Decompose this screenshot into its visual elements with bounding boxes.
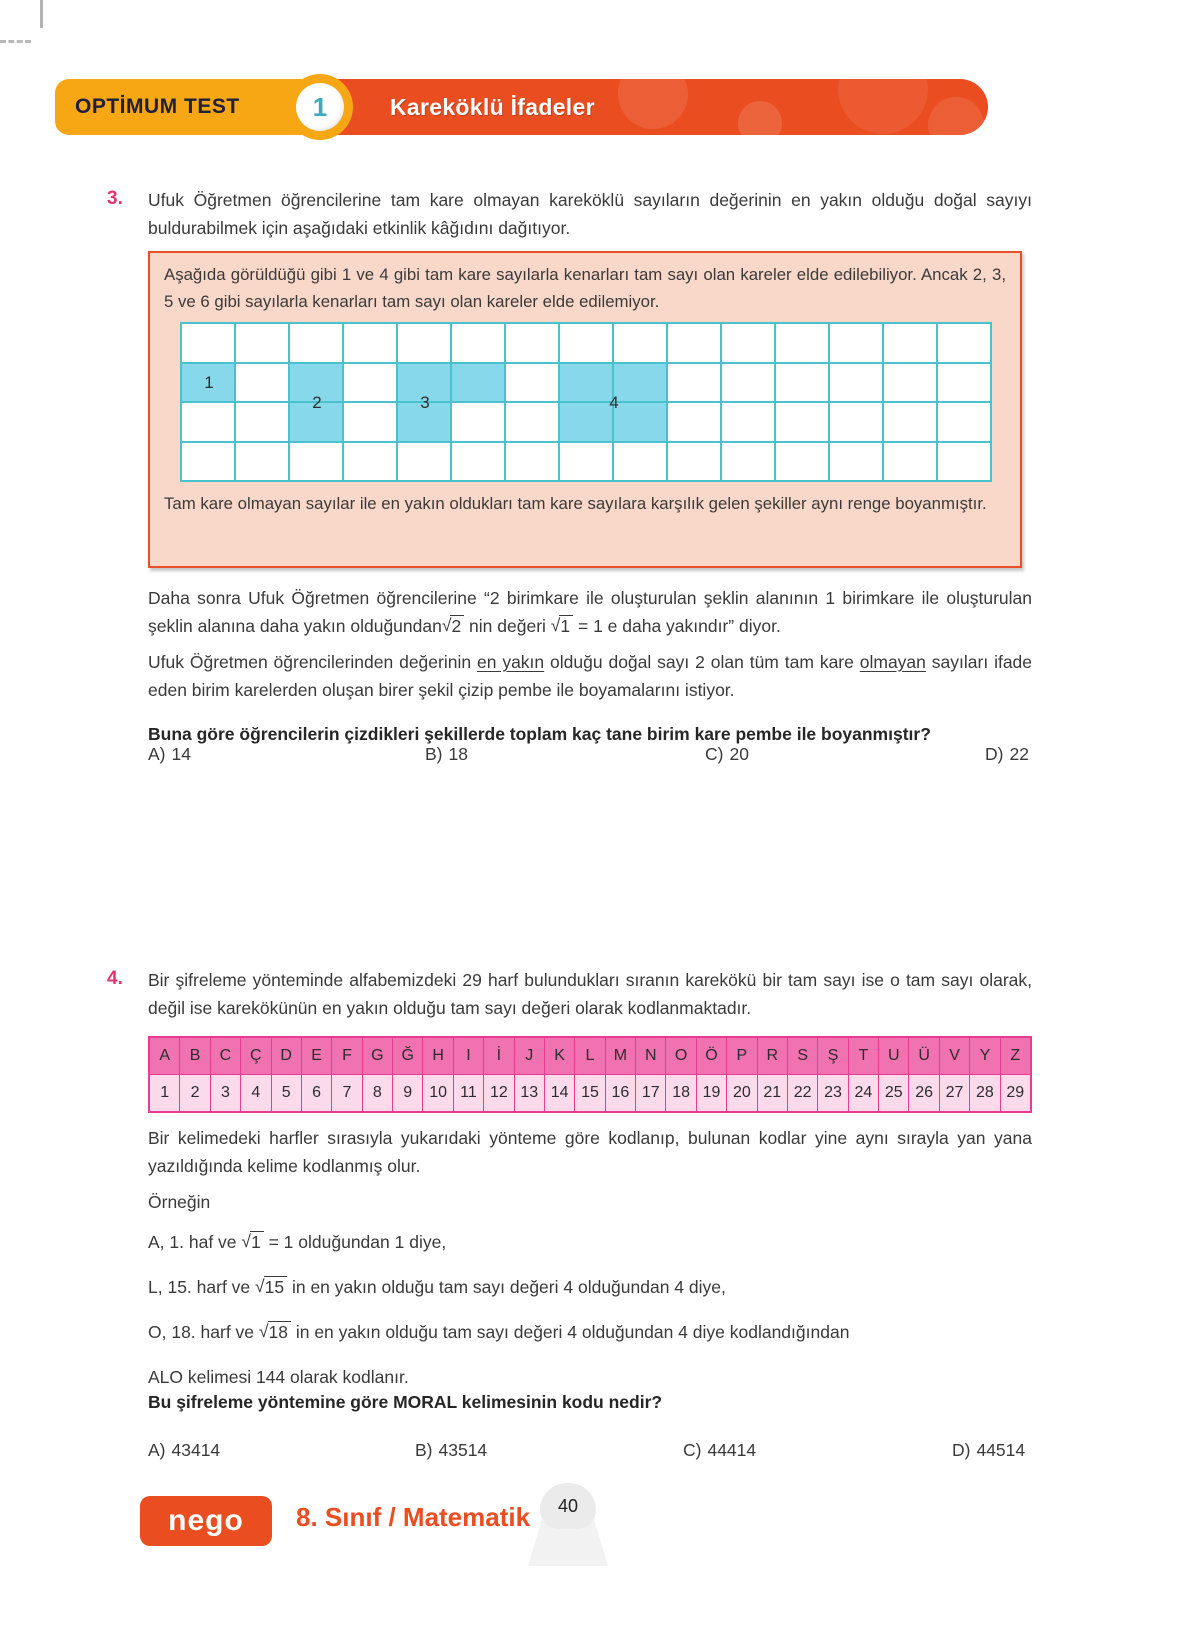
alphabet-letter-cell: O — [666, 1038, 695, 1074]
text-run: nin değeri — [464, 616, 551, 636]
grid-cell — [668, 403, 722, 443]
alphabet-letter-cell: I — [454, 1038, 483, 1074]
alphabet-letter-cell: Ç — [241, 1038, 270, 1074]
alphabet-letter-cell: G — [363, 1038, 392, 1074]
question-3-intro: Ufuk Öğretmen öğrencilerine tam kare olmayan kareköklü sayıların değerinin en yakın olduğu doğal sayıyı buldurabilmek için aşağıdaki etkinlik kâğıdını dağıtıyor. — [148, 190, 1032, 238]
alphabet-number-cell: 7 — [332, 1075, 361, 1111]
alphabet-number-cell: 2 — [180, 1075, 209, 1111]
alphabet-letter-cell: H — [423, 1038, 452, 1074]
grid-cell — [830, 324, 884, 364]
sqrt-expression: √15 — [255, 1277, 287, 1297]
grid-cell — [236, 443, 290, 483]
alphabet-letter-cell: J — [515, 1038, 544, 1074]
question-4-text: Bu şifreleme yöntemine göre MORAL kelimesinin kodu nedir? — [148, 1392, 663, 1412]
alphabet-letter-cell: Ü — [909, 1038, 938, 1074]
grid-cell — [290, 324, 344, 364]
alphabet-letter-cell: V — [940, 1038, 969, 1074]
grid-cell — [560, 324, 614, 364]
grid-cell — [506, 324, 560, 364]
decorative-circle — [618, 79, 688, 129]
decorative-circle — [838, 79, 928, 134]
grid-cell — [344, 403, 398, 443]
alphabet-number-cell: 21 — [758, 1075, 787, 1111]
grid-shape-label: 1 — [204, 373, 214, 393]
question-4-number: 4. — [107, 968, 123, 989]
grid-cell — [668, 364, 722, 404]
alphabet-number-cell: 12 — [484, 1075, 513, 1111]
grid-cell — [506, 364, 560, 404]
example-label: Örneğin — [148, 1192, 211, 1212]
alphabet-letter-cell: Y — [970, 1038, 999, 1074]
unit-grid — [180, 322, 992, 482]
alphabet-number-cell: 29 — [1001, 1075, 1030, 1111]
crop-mark-horizontal — [0, 40, 31, 43]
alphabet-letter-cell: Ğ — [393, 1038, 422, 1074]
test-number: 1 — [312, 91, 328, 122]
grid-cell — [614, 443, 668, 483]
grid-cell — [776, 364, 830, 404]
answer-option-a — [148, 1440, 220, 1461]
grid-cell — [830, 364, 884, 404]
grid-cell — [236, 364, 290, 404]
option-label: B) — [425, 744, 443, 764]
option-label: C) — [705, 744, 724, 764]
grid-cell — [884, 403, 938, 443]
grid-cell — [452, 364, 506, 404]
grid-cell — [722, 364, 776, 404]
grid-cell — [722, 443, 776, 483]
text-run: in en yakın olduğu tam sayı değeri 4 olduğundan 4 diye kodlandığından — [290, 1322, 850, 1342]
underlined-text: en yakın — [476, 652, 545, 672]
grid-cell — [722, 324, 776, 364]
alphabet-letter-cell: Ö — [697, 1038, 726, 1074]
text-run: ALO kelimesi 144 olarak kodlanır. — [148, 1367, 409, 1387]
grid-cell — [776, 403, 830, 443]
answer-option-c — [705, 744, 749, 765]
text-run: sayıları ifade eden birim karelerden oluşan birer şekil çizip pembe ile boyamalarını istiyor. — [148, 652, 1033, 700]
grid-cell — [236, 324, 290, 364]
alphabet-letter-cell: E — [302, 1038, 331, 1074]
grid-cell — [182, 443, 236, 483]
grid-cell — [182, 403, 236, 443]
text-run: = 1 olduğundan 1 diye, — [263, 1232, 447, 1252]
alphabet-number-cell: 18 — [666, 1075, 695, 1111]
grid-cell — [830, 443, 884, 483]
alphabet-number-cell: 20 — [727, 1075, 756, 1111]
grid-cell — [398, 443, 452, 483]
footer-text: 8. Sınıf / Matematik — [296, 1502, 531, 1532]
grid-cell — [614, 364, 668, 404]
alphabet-number-cell: 24 — [849, 1075, 878, 1111]
grid-cell — [776, 443, 830, 483]
grid-cell — [506, 443, 560, 483]
test-label: OPTİMUM TEST — [75, 95, 240, 118]
underlined-text: olmayan — [859, 652, 926, 672]
decorative-circle — [928, 97, 984, 135]
example-line-4 — [148, 1363, 1032, 1391]
text-run: Ufuk Öğretmen öğrencilerinden değerinin — [148, 652, 477, 672]
option-value: 43414 — [171, 1440, 221, 1460]
grid-cell — [344, 324, 398, 364]
answer-option-d — [952, 1440, 1025, 1461]
question-3-number: 3. — [107, 188, 123, 209]
activity-box — [148, 251, 1022, 568]
alphabet-number-cell: 5 — [272, 1075, 301, 1111]
text-run: olduğu doğal sayı 2 olan tüm tam kare — [544, 652, 860, 672]
sqrt-expression: √1 — [241, 1232, 263, 1252]
crop-mark-vertical — [40, 0, 43, 28]
alphabet-letter-cell: Z — [1001, 1038, 1030, 1074]
alphabet-letter-cell: S — [788, 1038, 817, 1074]
test-number-circle — [296, 83, 344, 131]
alphabet-number-cell: 17 — [636, 1075, 665, 1111]
alphabet-letter-cell: B — [180, 1038, 209, 1074]
alphabet-number-cell: 26 — [909, 1075, 938, 1111]
text-run: = 1 e daha yakındır” diyor. — [573, 616, 781, 636]
decorative-circle — [738, 101, 782, 135]
option-value: 14 — [171, 744, 191, 764]
alphabet-number-cell: 25 — [879, 1075, 908, 1111]
grid-cell — [884, 364, 938, 404]
grid-cell — [344, 443, 398, 483]
alphabet-letter-cell: A — [150, 1038, 179, 1074]
option-label: D) — [985, 744, 1004, 764]
text-run: L, 15. harf ve — [148, 1277, 256, 1297]
text-run: Daha sonra Ufuk Öğretmen öğrencilerine “2 birimkare ile oluşturulan şeklin alanının 1 birimkare ile oluşturulan şeklin alanına daha yakın olduğundan — [148, 588, 1032, 636]
text-run: O, 18. harf ve — [148, 1322, 259, 1342]
question-3-options — [148, 744, 1048, 770]
alphabet-letter-cell: İ — [484, 1038, 513, 1074]
answer-option-b — [415, 1440, 487, 1461]
alphabet-letter-cell: D — [272, 1038, 301, 1074]
grid-cell — [668, 443, 722, 483]
grid-cell — [290, 443, 344, 483]
alphabet-number-cell: 11 — [454, 1075, 483, 1111]
alphabet-letter-cell: P — [727, 1038, 756, 1074]
alphabet-number-cell: 19 — [697, 1075, 726, 1111]
option-value: 44414 — [707, 1440, 757, 1460]
grid-cell — [938, 364, 992, 404]
grid-cell — [560, 443, 614, 483]
activity-box-text-top: Aşağıda görüldüğü gibi 1 ve 4 gibi tam kare sayılarla kenarları tam sayı olan kareler elde edilebiliyor. Ancak 2, 3, 5 ve 6 gibi sayılarla kenarları tam sayı olan kareler elde edilemiyor. — [164, 265, 1006, 311]
question-3-text: Buna göre öğrencilerin çizdikleri şekillerde toplam kaç tane birim kare pembe ile boyanmıştır? — [148, 724, 931, 744]
alphabet-number-cell: 16 — [606, 1075, 635, 1111]
example-line-2 — [148, 1273, 1032, 1301]
sqrt-expression: √18 — [259, 1322, 291, 1342]
grid-cell — [884, 443, 938, 483]
alphabet-number-cell: 3 — [211, 1075, 240, 1111]
answer-option-c — [683, 1440, 756, 1461]
alphabet-number-cell: 6 — [302, 1075, 331, 1111]
question-3-paragraph-2 — [148, 648, 1032, 704]
activity-box-text-bottom: Tam kare olmayan sayılar ile en yakın oldukları tam kare sayılara karşılık gelen şekiller aynı renge boyanmıştır. — [164, 494, 987, 513]
alphabet-letter-cell: F — [332, 1038, 361, 1074]
option-label: A) — [148, 744, 166, 764]
grid-cell — [830, 403, 884, 443]
sqrt-expression: √2 — [442, 616, 464, 636]
alphabet-number-cell: 8 — [363, 1075, 392, 1111]
grid-cell — [182, 324, 236, 364]
alphabet-letter-cell: Ş — [818, 1038, 847, 1074]
page-number: 40 — [557, 1495, 579, 1516]
alphabet-letter-cell: M — [606, 1038, 635, 1074]
grid-cell — [938, 324, 992, 364]
alphabet-number-cell: 1 — [150, 1075, 179, 1111]
grid-shape-label: 4 — [609, 393, 619, 412]
text-run: in en yakın olduğu tam sayı değeri 4 olduğundan 4 diye, — [287, 1277, 726, 1297]
question-4-intro: Bir şifreleme yönteminde alfabemizdeki 29 harf bulundukları sıranın karekökü bir tam sayı ise o tam sayı olarak, değil ise karekökünün en yakın olduğu tam sayı değeri olarak kodlanmaktadır. — [148, 970, 1032, 1018]
grid-cell — [452, 324, 506, 364]
alphabet-number-cell: 14 — [545, 1075, 574, 1111]
question-4-paragraph-1: Bir kelimedeki harfler sırasıyla yukarıdaki yönteme göre kodlanıp, bulunan kodlar yine aynı sırayla yan yana yazıldığında kelime kodlanmış olur. — [148, 1128, 1032, 1176]
test-header — [55, 74, 989, 140]
grid-cell — [560, 403, 614, 443]
example-line-3 — [148, 1318, 1032, 1346]
alphabet-number-cell: 23 — [818, 1075, 847, 1111]
answer-option-b — [425, 744, 468, 765]
alphabet-letter-cell: K — [545, 1038, 574, 1074]
grid-cell — [560, 364, 614, 404]
alphabet-number-cell: 13 — [515, 1075, 544, 1111]
option-label: A) — [148, 1440, 166, 1460]
question-4-options — [148, 1440, 1048, 1466]
option-value: 20 — [729, 744, 749, 764]
alphabet-number-cell: 9 — [393, 1075, 422, 1111]
alphabet-letter-cell: U — [879, 1038, 908, 1074]
option-value: 18 — [448, 744, 468, 764]
grid-cell — [938, 443, 992, 483]
example-line-1 — [148, 1228, 1032, 1256]
grid-cell — [236, 403, 290, 443]
option-value: 22 — [1009, 744, 1029, 764]
grid-cell — [668, 324, 722, 364]
grid-cell — [614, 403, 668, 443]
alphabet-table — [148, 1036, 1032, 1113]
text-run: A, 1. haf ve — [148, 1232, 242, 1252]
grid-cell — [452, 443, 506, 483]
grid-cell — [614, 324, 668, 364]
grid-cell — [398, 324, 452, 364]
alphabet-letter-cell: R — [758, 1038, 787, 1074]
option-value: 43514 — [438, 1440, 488, 1460]
answer-option-a — [148, 744, 191, 765]
grid-cell — [938, 403, 992, 443]
question-3-paragraph-1 — [148, 584, 1032, 640]
option-label: B) — [415, 1440, 433, 1460]
sqrt-expression: √1 — [551, 616, 573, 636]
grid-cell — [722, 403, 776, 443]
grid-cell — [506, 403, 560, 443]
grid-cell — [344, 364, 398, 404]
alphabet-number-cell: 22 — [788, 1075, 817, 1111]
option-label: D) — [952, 1440, 971, 1460]
alphabet-number-cell: 4 — [241, 1075, 270, 1111]
grid-cell — [452, 403, 506, 443]
alphabet-number-cell: 15 — [575, 1075, 604, 1111]
alphabet-number-cell: 28 — [970, 1075, 999, 1111]
test-title: Kareköklü İfadeler — [390, 94, 595, 120]
grid-cell — [884, 324, 938, 364]
option-label: C) — [683, 1440, 702, 1460]
option-value: 44514 — [976, 1440, 1026, 1460]
alphabet-number-cell: 10 — [423, 1075, 452, 1111]
alphabet-letter-cell: C — [211, 1038, 240, 1074]
grid-shape-label: 3 — [420, 393, 430, 412]
brand-logo: nego — [140, 1496, 272, 1546]
alphabet-letter-cell: L — [575, 1038, 604, 1074]
alphabet-number-cell: 27 — [940, 1075, 969, 1111]
answer-option-d — [985, 744, 1029, 765]
alphabet-letter-cell: N — [636, 1038, 665, 1074]
grid-cell — [776, 324, 830, 364]
page-number-badge — [540, 1483, 596, 1529]
alphabet-letter-cell: T — [849, 1038, 878, 1074]
grid-shape-label: 2 — [312, 393, 322, 412]
